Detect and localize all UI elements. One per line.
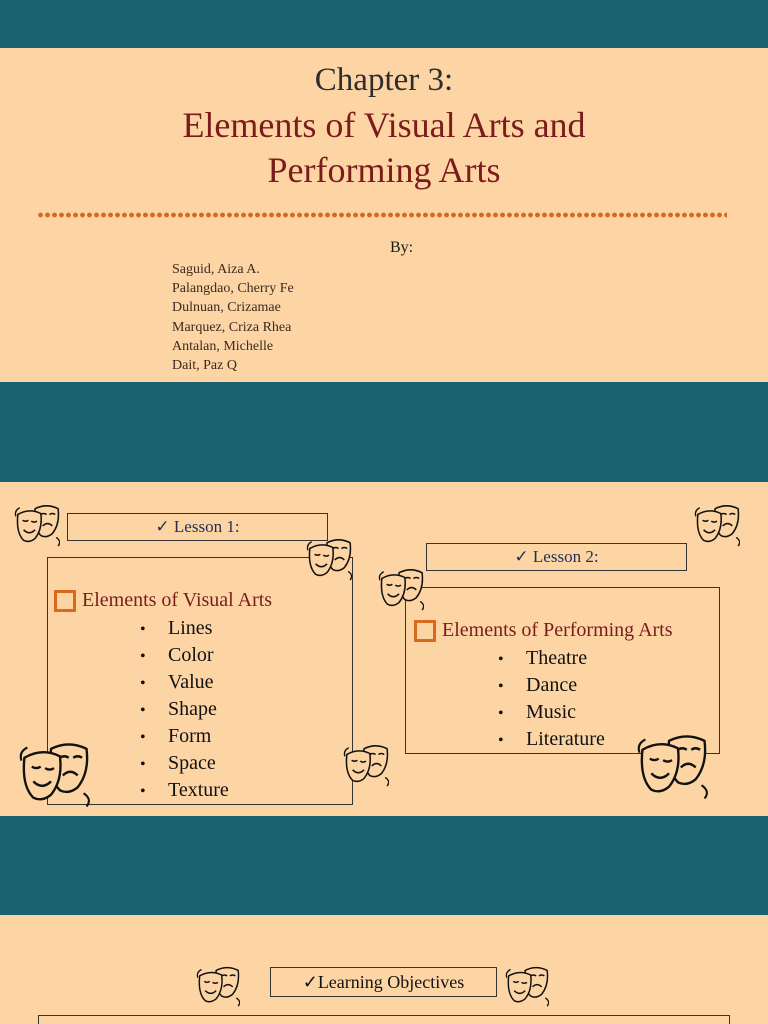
- lesson-2-list: [498, 645, 605, 753]
- author-name: Saguid, Aiza A.: [172, 262, 260, 277]
- lesson-2-tag: ✓ Lesson 2:: [426, 543, 687, 571]
- list-item: • Space: [140, 750, 229, 777]
- list-item: • Shape: [140, 696, 229, 723]
- slide-title-line2: Performing Arts: [267, 150, 501, 190]
- lesson-2-heading-text: Elements of Performing Arts: [442, 619, 673, 641]
- author-name: Dulnuan, Crizamae: [172, 300, 281, 316]
- lesson-1-heading: [54, 589, 272, 612]
- slide-title: [0, 103, 768, 193]
- list-item: • Lines: [140, 615, 229, 642]
- list-item: • Color: [140, 642, 229, 669]
- list-item: • Form: [140, 723, 229, 750]
- lesson-1-heading-text: Elements of Visual Arts: [82, 589, 273, 611]
- author-name: Antalan, Michelle: [172, 338, 274, 354]
- theatre-masks-icon: [694, 502, 740, 548]
- by-label: By:: [390, 239, 414, 256]
- learning-objectives-tag: ✓Learning Objectives: [270, 967, 497, 997]
- list-item: • Theatre: [498, 645, 605, 672]
- theatre-masks-icon: [343, 742, 389, 788]
- slide-title-line1: Elements of Visual Arts and: [182, 105, 586, 145]
- list-item: • Texture: [140, 777, 229, 804]
- checkbox-icon: [414, 620, 436, 642]
- list-item: • Literature: [498, 726, 605, 753]
- author-name: Marquez, Criza Rhea: [172, 319, 292, 335]
- theatre-masks-icon: [18, 740, 90, 808]
- lesson-2-heading: [414, 619, 673, 642]
- author-list: [172, 260, 294, 375]
- dotted-divider: [37, 211, 727, 219]
- objectives-slide: [0, 915, 768, 1024]
- lesson-1-tag: ✓ Lesson 1:: [67, 513, 328, 541]
- chapter-label: Chapter 3:: [314, 62, 454, 98]
- theatre-masks-icon: [306, 536, 352, 582]
- lesson-1-list: [140, 615, 229, 804]
- theatre-masks-icon: [505, 964, 549, 1008]
- author-name: Dait, Paz Q: [172, 358, 237, 374]
- theatre-masks-icon: [636, 732, 708, 800]
- title-slide: [0, 48, 768, 382]
- checkbox-icon: [54, 590, 76, 612]
- list-item: • Value: [140, 669, 229, 696]
- lessons-slide: [0, 482, 768, 816]
- theatre-masks-icon: [196, 964, 240, 1008]
- list-item: • Dance: [498, 672, 605, 699]
- author-name: Palangdao, Cherry Fe: [172, 281, 294, 297]
- theatre-masks-icon: [14, 502, 60, 548]
- theatre-masks-icon: [378, 566, 424, 612]
- list-item: • Music: [498, 699, 605, 726]
- objectives-box: [38, 1015, 730, 1024]
